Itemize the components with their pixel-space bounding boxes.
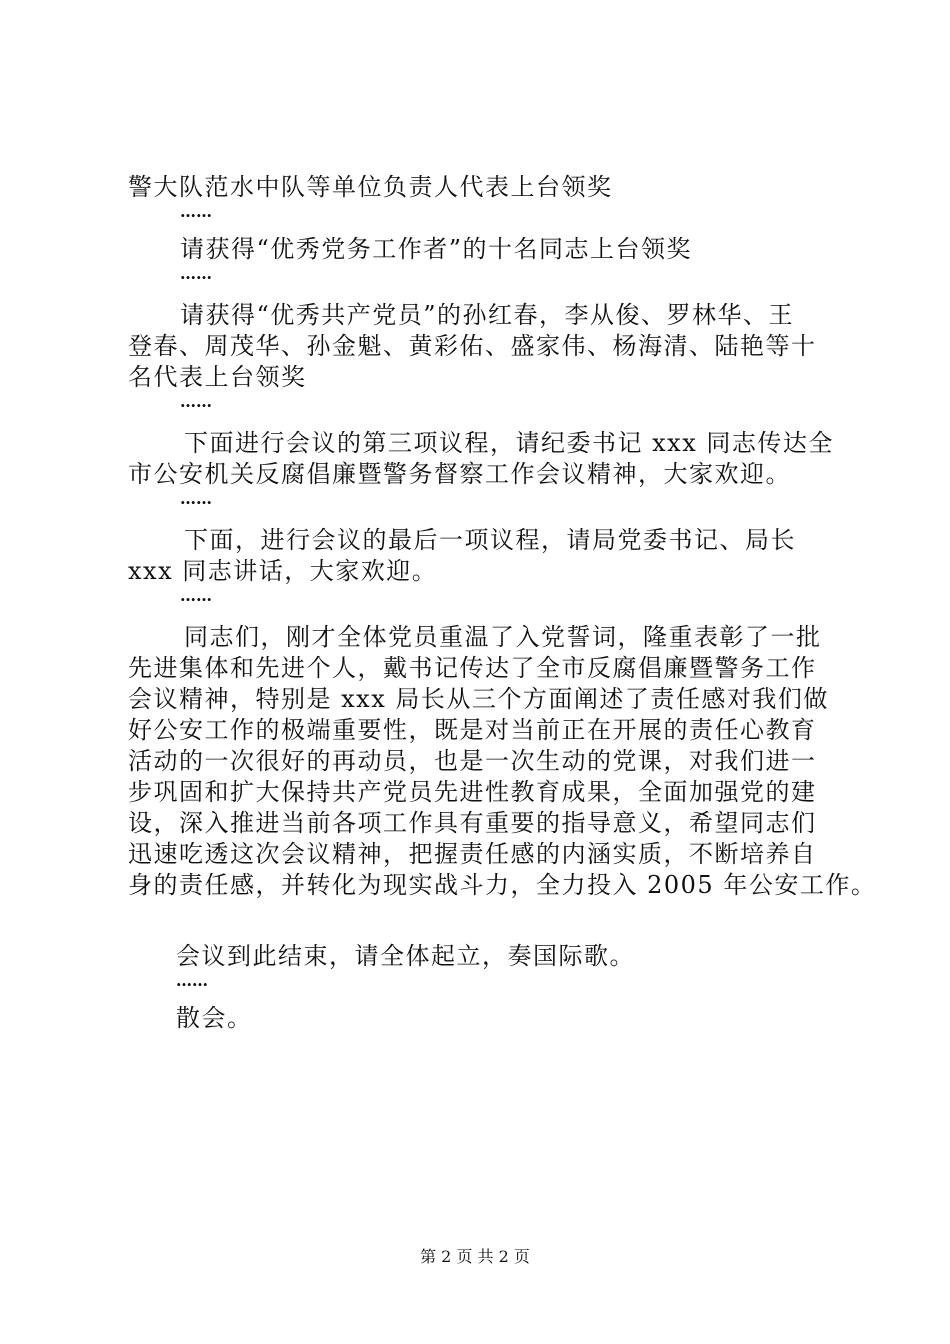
text-line: xxx 同志讲话，大家欢迎。 bbox=[128, 557, 438, 585]
text-line: 下面，进行会议的最后一项议程，请局党委书记、局长 bbox=[184, 526, 796, 554]
text-line: 同志们，刚才全体党员重温了入党誓词，隆重表彰了一批 bbox=[184, 623, 822, 651]
text-line: 下面进行会议的第三项议程，请纪委书记 xxx 同志传达全 bbox=[184, 429, 834, 457]
text-line: 会议精神，特别是 xxx 局长从三个方面阐述了责任感对我们做 bbox=[128, 685, 829, 713]
text-line: 警大队范水中队等单位负责人代表上台领奖 bbox=[128, 173, 613, 201]
text-line: 名代表上台领奖 bbox=[128, 363, 307, 391]
page-footer: 第 2 页 共 2 页 bbox=[420, 1247, 530, 1266]
document-body bbox=[128, 172, 877, 1034]
text-line: 登春、周茂华、孙金魁、黄彩佑、盛家伟、杨海清、陆艳等十 bbox=[128, 332, 817, 360]
ellipsis-line: …… bbox=[180, 586, 212, 605]
ellipsis-line: …… bbox=[180, 392, 212, 411]
ellipsis-line: …… bbox=[176, 971, 208, 990]
text-line: 散会。 bbox=[176, 1004, 253, 1032]
ellipsis-line: …… bbox=[180, 202, 212, 221]
text-line: 设，深入推进当前各项工作具有重要的指导意义，希望同志们 bbox=[128, 809, 817, 837]
text-line: 先进集体和先进个人，戴书记传达了全市反腐倡廉暨警务工作 bbox=[128, 654, 817, 682]
text-line: 步巩固和扩大保持共产党员先进性教育成果，全面加强党的建 bbox=[128, 778, 817, 806]
text-line: 请获得“优秀共产党员”的孙红春，李从俊、罗林华、王 bbox=[180, 301, 795, 329]
text-line: 活动的一次很好的再动员，也是一次生动的党课，对我们进一 bbox=[128, 747, 817, 775]
text-line: 身的责任感，并转化为现实战斗力，全力投入 2005 年公安工作。 bbox=[128, 871, 877, 899]
text-line: 请获得“优秀党务工作者”的十名同志上台领奖 bbox=[180, 235, 693, 263]
ellipsis-line: …… bbox=[180, 489, 212, 508]
text-line: 市公安机关反腐倡廉暨警务督察工作会议精神，大家欢迎。 bbox=[128, 460, 791, 488]
text-line: 会议到此结束，请全体起立，奏国际歌。 bbox=[176, 942, 635, 970]
text-line: 迅速吃透这次会议精神，把握责任感的内涵实质，不断培养自 bbox=[128, 840, 817, 868]
text-line: 好公安工作的极端重要性，既是对当前正在开展的责任心教育 bbox=[128, 716, 817, 744]
ellipsis-line: …… bbox=[180, 264, 212, 283]
